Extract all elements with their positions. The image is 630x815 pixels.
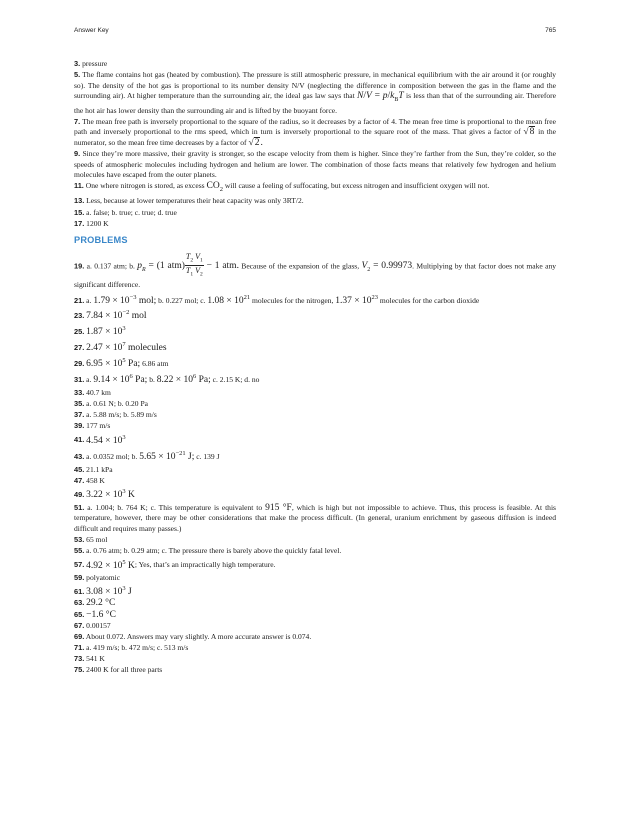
problem-number: 31. — [74, 375, 85, 385]
problem-number: 49. — [74, 490, 85, 500]
page-header — [74, 27, 556, 37]
answer-item — [74, 196, 556, 207]
problem-text: a. 0.76 atm; b. 0.29 atm; c. The pressure there is barely above the quickly fatal level. — [86, 546, 342, 556]
problem-text: molecules for the carbon dioxide — [379, 295, 480, 305]
problem-text: molecules for the nitrogen, — [252, 295, 334, 305]
problem-number: 69. — [74, 631, 85, 641]
answer-text: 1200 K — [86, 218, 109, 228]
problem-item — [74, 632, 556, 643]
problem-number: 55. — [74, 546, 85, 556]
problem-number: 45. — [74, 464, 85, 474]
problem-item — [74, 643, 556, 654]
math-expression: $1.79 \times 10^{-3}$ mol; — [93, 293, 157, 306]
answer-text: pressure — [82, 59, 108, 68]
problem-text: a. 0.61 N; b. 0.20 Pa — [86, 399, 149, 409]
problem-number: 63. — [74, 598, 85, 608]
answer-number: 13. — [74, 196, 85, 206]
answer-text: Since they’re more massive, their gravity is stronger, so the escape velocity from them is higher. Since they’re farther from the Sun, they’re colder, so the speeds of atmospheric molecules including hydrogen and helium are lower. The combination of those facts means that relatively few hydrogen and helium molecules have escaped from the outer planets. — [74, 149, 556, 180]
problem-number: 51. — [74, 502, 85, 512]
problem-item — [74, 449, 556, 463]
math-expression: $4.92 \times 10^5$ K — [86, 558, 135, 571]
problem-text: b. — [149, 375, 155, 385]
problem-number: 67. — [74, 620, 85, 630]
problem-number: 43. — [74, 452, 85, 462]
answer-text: The flame contains hot gas (heated by combustion). The pressure is still atmospheric pressure, in mechanical equilibrium with the air around it (or roughly so). The density of the hot gas is proportional to its number density N/V (neglecting the difference in composition between the gas in the flame and the surrounding air). At higher temperature than the surrounding air, the ideal gas law says that — [74, 70, 556, 101]
problem-text: a. 0.137 atm; b. — [86, 261, 135, 271]
problem-item — [74, 324, 556, 338]
answer-number: 15. — [74, 207, 85, 217]
problem-item — [74, 476, 556, 487]
problem-text: Because of the expansion of the glass, — [241, 261, 360, 271]
problem-number: 71. — [74, 642, 85, 652]
math-expression: $2.47 \times 10^7$ molecules — [86, 340, 167, 353]
problem-text: ; Yes, that’s an impractically high temperature. — [134, 560, 276, 570]
problem-item — [74, 654, 556, 665]
problem-number: 25. — [74, 327, 85, 337]
problem-item — [74, 598, 556, 609]
problem-number: 61. — [74, 587, 85, 597]
problem-text: polyatomic — [86, 573, 121, 583]
math-expression: $4.54 \times 10^3$ — [86, 433, 126, 446]
answer-text: One where nitrogen is stored, as excess — [85, 181, 205, 191]
problem-item — [74, 546, 556, 557]
problem-item — [74, 356, 556, 370]
math-expression: √8 — [523, 127, 535, 138]
problem-number: 47. — [74, 476, 85, 486]
problem-number: 37. — [74, 410, 85, 420]
problem-text: 65 mol — [86, 535, 108, 545]
problem-number: 53. — [74, 535, 85, 545]
problem-number: 41. — [74, 435, 85, 445]
math-expression: $9.14 \times 10^6$ Pa; — [93, 373, 148, 386]
problem-item — [74, 432, 556, 446]
problem-item — [74, 503, 556, 535]
problem-text: a. 0.0352 mol; b. — [86, 452, 138, 462]
problem-number: 27. — [74, 342, 85, 352]
answer-text: is less than that of the surrounding air. Therefore the hot air has lower density than the surrounding air and is lifted by the buoyant force. — [74, 91, 556, 115]
answer-item — [74, 208, 556, 219]
math-expression: $V_2 = 0.99973$ — [361, 261, 413, 273]
math-expression: √2. — [248, 138, 263, 149]
answer-item — [74, 59, 556, 70]
problem-text: a. 5.88 m/s; b. 5.89 m/s — [86, 410, 157, 420]
answer-text: Less, because at lower temperatures their heat capacity was only 3RT/2. — [86, 196, 304, 206]
problem-number: 19. — [74, 261, 85, 271]
math-expression: 915 °F — [265, 502, 292, 513]
problem-item — [74, 252, 556, 291]
section-heading: PROBLEMS — [74, 235, 128, 246]
problem-item — [74, 535, 556, 546]
problem-item — [74, 388, 556, 399]
answer-item — [74, 117, 556, 149]
answer-item — [74, 219, 556, 230]
problem-item — [74, 557, 556, 571]
answer-number: 9. — [74, 149, 81, 159]
problem-text: 541 K — [86, 653, 105, 663]
answer-text: The mean free path is inversely proportional to the square of the radius, so it decreases by a factor of 4. The mean free time is proportional to the mean free path and inversely proportional to the rms speed, which in turn is inversely proportional to the square root of the mass. That gives a factor of — [74, 116, 556, 137]
problem-item — [74, 410, 556, 421]
answer-text: will cause a feeling of suffocating, but excess nitrogen and insufficient oxygen will not. — [224, 181, 490, 191]
math-expression: $6.95 \times 10^5$ Pa; — [86, 356, 141, 369]
problem-item — [74, 399, 556, 410]
math-expression: $p_R = (1$ atm) $\frac{T_2 V_1}{T_1 V_2}$ − 1 atm. — [137, 251, 239, 278]
problem-item — [74, 573, 556, 584]
problem-text: c. 2.15 K; d. no — [212, 375, 260, 385]
problem-item — [74, 340, 556, 354]
problem-text: c. 139 J — [196, 452, 220, 462]
problem-text: About 0.072. Answers may vary slightly. A more accurate answer is 0.074. — [85, 631, 312, 641]
answer-item — [74, 149, 556, 181]
math-expression: $8.22 \times 10^6$ Pa; — [156, 373, 211, 386]
answer-number: 17. — [74, 218, 85, 228]
problem-number: 73. — [74, 653, 85, 663]
problem-text: 177 m/s — [86, 421, 111, 431]
problem-item — [74, 621, 556, 632]
answer-key-content — [74, 59, 556, 676]
problem-item — [74, 665, 556, 676]
problem-item — [74, 293, 556, 307]
math-expression: $1.08 \times 10^{21}$ — [207, 293, 251, 306]
math-expression: $1.87 \times 10^3$ — [86, 325, 126, 338]
math-expression: $1.37 \times 10^{23}$ — [335, 293, 378, 306]
answer-number: 11. — [74, 181, 84, 191]
problem-number: 65. — [74, 609, 85, 619]
problem-text: b. 0.227 mol; c. — [158, 295, 206, 305]
answer-item — [74, 181, 556, 195]
problem-text: , which is high but not impossible to achieve. Thus, this process is feasible. At this temperature, however, there may be other considerations that make the process difficult. (In general, uranium enrichment by gaseous diffusion is indeed difficult and requires many passes.) — [74, 502, 556, 534]
answer-item — [74, 70, 556, 116]
problem-item — [74, 584, 556, 598]
math-expression: −1.6 °C — [86, 609, 116, 620]
page-number: 765 — [545, 27, 556, 34]
problem-item — [74, 487, 556, 501]
problem-text: 2400 K for all three parts — [86, 665, 163, 674]
problem-text: a. — [86, 375, 92, 385]
problem-text: a. 419 m/s; b. 472 m/s; c. 513 m/s — [86, 642, 189, 652]
header-title: Answer Key — [74, 27, 109, 34]
answer-number: 3. — [74, 59, 81, 68]
math-expression: $N/V = p/k_BT$ — [357, 91, 404, 104]
problem-text: 40.7 km — [86, 388, 111, 398]
answer-number: 5. — [74, 70, 81, 80]
problem-text: 21.1 kPa — [86, 464, 113, 474]
problem-item — [74, 610, 556, 621]
problem-item — [74, 372, 556, 386]
answer-text: in the numerator, so the mean free time decreases by a factor of — [74, 127, 556, 148]
math-expression: $3.22 \times 10^3$ K — [86, 488, 135, 501]
problem-item — [74, 465, 556, 476]
problem-text: 458 K — [86, 476, 105, 486]
problem-number: 33. — [74, 388, 85, 398]
problem-number: 39. — [74, 421, 85, 431]
problem-number: 75. — [74, 665, 85, 674]
problem-number: 59. — [74, 573, 85, 583]
answer-number: 7. — [74, 116, 81, 126]
math-expression: 29.2 °C — [86, 598, 116, 609]
answer-text: a. false; b. true; c. true; d. true — [86, 207, 177, 217]
problem-number: 35. — [74, 399, 85, 409]
problem-number: 57. — [74, 560, 85, 570]
problem-item — [74, 308, 556, 322]
math-expression: $3.08 \times 10^3$ J — [86, 585, 132, 598]
problem-text: 0.00157 — [86, 620, 111, 630]
problem-number: 21. — [74, 295, 85, 305]
problem-text: a. 1.004; b. 764 K; c. This temperature is equivalent to — [87, 502, 263, 512]
problem-item — [74, 421, 556, 432]
math-expression: $CO_2$ — [206, 181, 223, 194]
problem-number: 23. — [74, 311, 85, 321]
math-expression: $5.65 \times 10^{-21}$ J; — [139, 450, 195, 463]
problem-text: . Multiplying by that factor does not make any significant difference. — [74, 261, 557, 289]
problem-text: a. — [86, 295, 92, 305]
problem-text: 6.86 atm — [142, 358, 169, 368]
math-expression: $7.84 \times 10^{-2}$ mol — [86, 309, 147, 322]
problem-number: 29. — [74, 358, 85, 368]
